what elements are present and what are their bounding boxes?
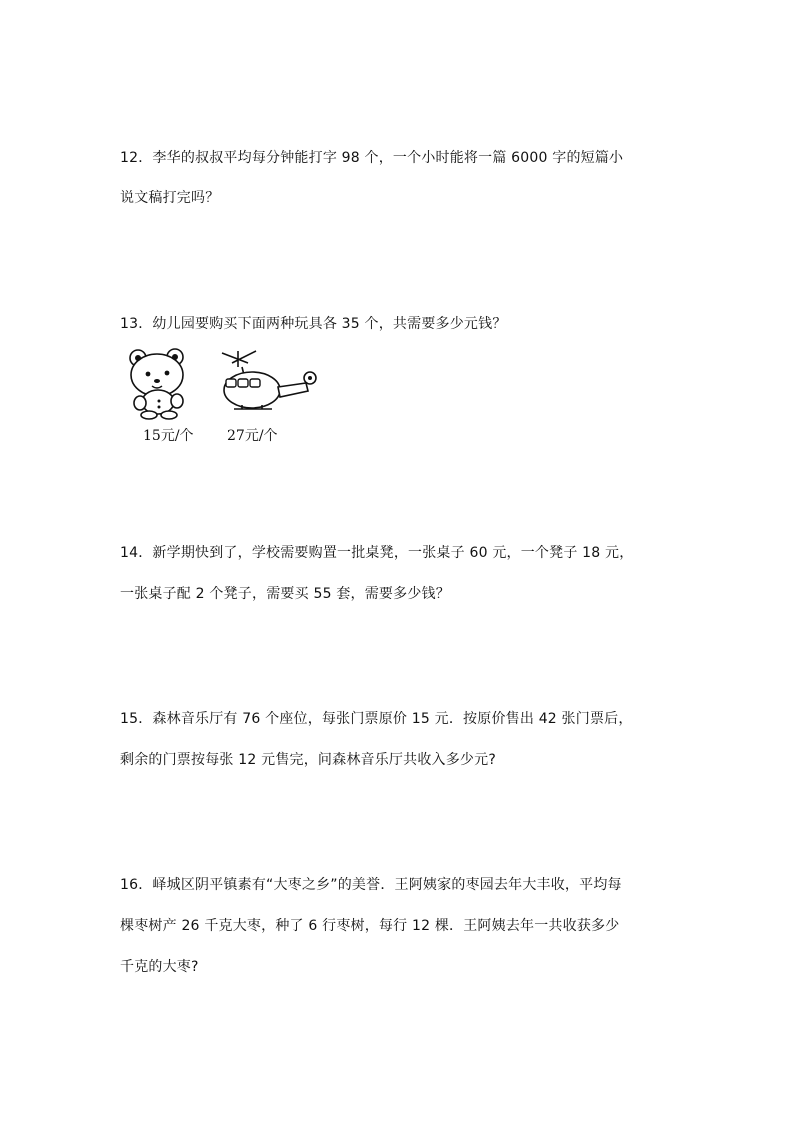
problem-14-line-2: 一张桌子配 2 个凳子，需要买 55 套，需要多少钱？ (120, 586, 450, 602)
problem-15-line-1: 15．森林音乐厅有 76 个座位，每张门票原价 15 元．按原价售出 42 张门票后， (120, 711, 633, 727)
problem-12-line-1: 12．李华的叔叔平均每分钟能打字 98 个，一个小时能将一篇 6000 字的短篇小 (120, 150, 624, 166)
problem-14-line-1: 14．新学期快到了，学校需要购置一批桌凳，一张桌子 60 元，一个凳子 18 元， (120, 545, 634, 561)
problem-16-line-2: 棵枣树产 26 千克大枣，种了 6 行枣树，每行 12 棵．王阿姨去年一共收获多少 (120, 918, 620, 934)
helicopter-icon (212, 345, 322, 420)
problem-16-line-1: 16．峄城区阴平镇素有“大枣之乡”的美誉．王阿姨家的枣园去年大丰收，平均每 (120, 877, 622, 893)
problem-13-line-1: 13．幼儿园要购买下面两种玩具各 35 个，共需要多少元钱？ (120, 316, 507, 332)
teddy-bear-icon (125, 345, 195, 420)
toy-price-bear: 15元/个 (143, 428, 194, 444)
problem-16-line-3: 千克的大枣? (120, 959, 199, 975)
toy-price-helicopter: 27元/个 (227, 428, 278, 444)
problem-12-line-2: 说文稿打完吗？ (120, 190, 220, 206)
problem-15-line-2: 剩余的门票按每张 12 元售完，问森林音乐厅共收入多少元? (120, 752, 496, 768)
